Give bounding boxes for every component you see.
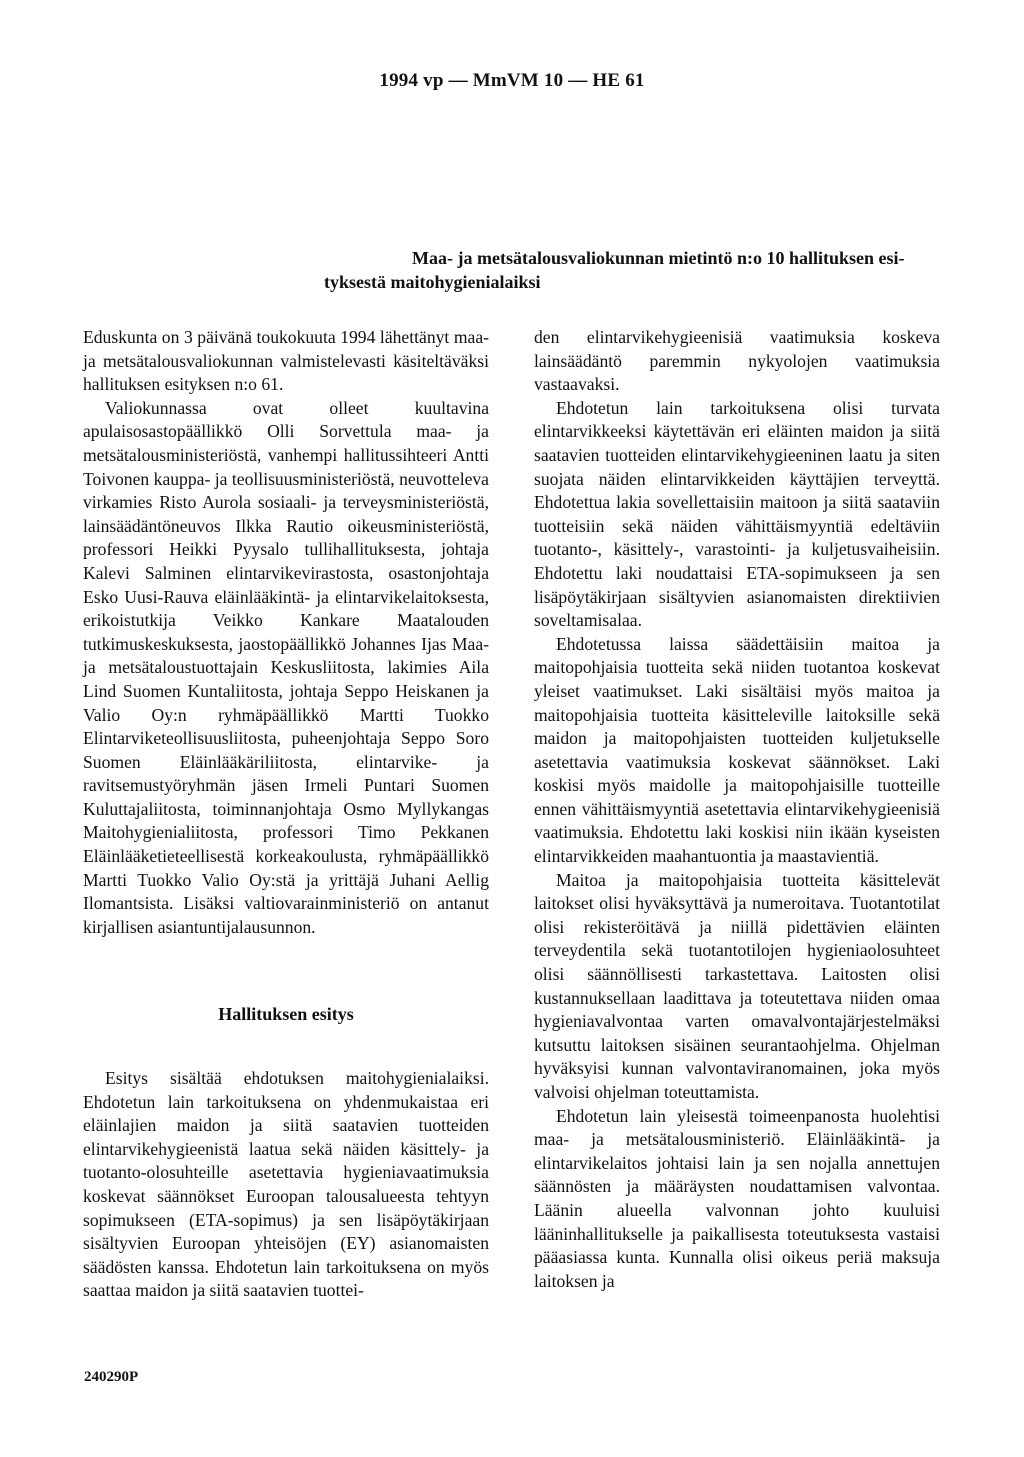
- title-line-1: Maa- ja metsätalousvaliokunnan mietintö n:o 10 hallituksen esi-: [412, 248, 905, 268]
- left-paragraph-3: Esitys sisältää ehdotuksen maitohygienialaiksi. Ehdotetun lain tarkoituksena on yhdenmukaistaa eri eläinlajien maidon ja siitä saatavien tuotteiden elintarvikehygieenistä laatua sekä näiden käsittely- ja tuotanto-olosuhteille asetettavia hygieniavaatimuksia koskevat säännökset Euroopan talousalueesta tehtyyn sopimukseen (ETA-sopimus) ja sen lisäpöytäkirjaan sisältyvien Euroopan yhteisöjen (EY) asianomaisten säädösten kanssa. Ehdotetun lain tarkoituksena on myös saattaa maidon ja siitä saatavien tuottei-: [83, 1068, 489, 1301]
- title-line-2: tyksestä maitohygienialaiksi: [324, 272, 541, 292]
- page-header: 1994 vp — MmVM 10 — HE 61: [379, 70, 645, 91]
- document-title: [324, 246, 972, 294]
- right-column: [534, 326, 940, 1293]
- right-paragraph-1: den elintarvikehygieenisiä vaatimuksia koskeva lainsäädäntö paremmin nykyolojen vaatimuksia vastaavaksi.: [534, 327, 940, 395]
- right-paragraph-2: Ehdotetun lain tarkoituksena olisi turvata elintarvikkeeksi käytettävän eri eläinten maidon ja siitä saatavien tuotteiden elintarvikehygieeninen laatu ja siten suojata näiden elintarvikkeiden käyttäjien terveyttä. Ehdotettua lakia sovellettaisiin maitoon ja siitä saataviin tuotteisiin sekä näiden vähittäismyyntiä edeltäviin tuotanto-, käsittely-, varastointi- ja kuljetusvaiheisiin. Ehdotettu laki noudattaisi ETA-sopimukseen ja sen lisäpöytäkirjaan sisältyvien asianomaisten direktiivien soveltamisalaa.: [534, 397, 940, 631]
- right-paragraph-4: Maitoa ja maitopohjaisia tuotteita käsittelevät laitokset olisi hyväksyttävä ja numeroitava. Tuotantotilat olisi rekisteröitävä ja niillä pidettävien eläinten terveydentila sekä tuotantotilojen hygieniaolosuhteet olisi säännöllisesti tarkastettava. Laitosten olisi kustannuksellaan laadittava ja toteutettava niiden omaa hygieniavalvontaa varten omavalvontajärjestelmäksi kutsuttu laitoksen sisäinen seurantaohjelma. Ohjelman hyväksyisi kunnan valvontaviranomainen, joka myös valvoisi ohjelman toteuttamista.: [534, 869, 940, 1102]
- left-paragraph-2: Valiokunnassa ovat olleet kuultavina apulaisosastopäällikkö Olli Sorvettula maa- ja metsätalousministeriöstä, vanhempi hallitussihteeri Antti Toivonen kauppa- ja teollisuusministeriöstä, neuvotteleva virkamies Risto Aurola sosiaali- ja terveysministeriöstä, lainsäädäntöneuvos Ilkka Rautio oikeusministeriöstä, professori Heikki Pyysalo tullihallituksesta, johtaja Kalevi Salminen elintarvikevirastosta, osastonjohtaja Esko Uusi-Rauva eläinlääkintä- ja elintarvikelaitoksesta, erikoistutkija Veikko Kankare Maatalouden tutkimuskeskuksesta, jaostopäällikkö Johannes Ijas Maa- ja metsätaloustuottajain Keskusliitosta, lakimies Aila Lind Suomen Kuntaliitosta, johtaja Seppo Heiskanen ja Valio Oy:n ryhmäpäällikkö Martti Tuokko Elintarviketeollisuusliitosta, puheenjohtaja Seppo Soro Suomen Eläinlääkäriliitosta, elintarvike- ja ravitsemustyöryhmän jäsen Irmeli Puntari Suomen Kuluttajaliitosta, toiminnanjohtaja Osmo Myllykangas Maitohygienialiitosta, professori Timo Pekkanen Eläinlääketieteellisestä korkeakoulusta, ryhmäpäällikkö Martti Tuokko Valio Oy:stä ja yrittäjä Juhani Aellig Ilomantsista. Lisäksi valtiovarainministeriö on antanut kirjallisen asiantuntijalausunnon.: [83, 397, 489, 937]
- right-paragraph-5: Ehdotetun lain yleisestä toimeenpanosta huolehtisi maa- ja metsätalousministeriö. Eläinlääkintä- ja elintarvikelaitos johtaisi lain ja sen nojalla annettujen säännösten ja määräysten noudattamisen valvontaa. Läänin alueella valvonnan johto kuuluisi lääninhallitukselle ja paikallisesta toteutuksesta vastaisi pääasiassa kunta. Kunnalla olisi oikeus periä maksuja laitoksen ja: [534, 1105, 940, 1291]
- right-paragraph-3: Ehdotetussa laissa säädettäisiin maitoa ja maitopohjaisia tuotteita sekä niiden tuotantoa koskevat yleiset vaatimukset. Laki sisältäisi myös maitoa ja maitopohjaisia tuotteita käsitteleville laitoksille sekä maidon ja maitopohjaisten tuotteiden kuljetukselle asetettavia vaatimuksia koskevat säännökset. Laki koskisi myös maidolle ja maitopohjaisille tuotteille ennen vähittäismyyntiä asetettavia elintarvikehygieenisiä vaatimuksia. Ehdotettu laki koskisi niin ikään kyseisten elintarvikkeiden maahantuontia ja maastavientiä.: [534, 633, 940, 867]
- left-column: [83, 326, 489, 1303]
- left-paragraph-1: Eduskunta on 3 päivänä toukokuuta 1994 lähettänyt maa- ja metsätalousvaliokunnan valmistelevasti käsiteltäväksi hallituksen esityksen n:o 61.: [83, 327, 489, 395]
- section-heading: Hallituksen esitys: [218, 1004, 354, 1025]
- footer-code: 240290P: [84, 1369, 139, 1385]
